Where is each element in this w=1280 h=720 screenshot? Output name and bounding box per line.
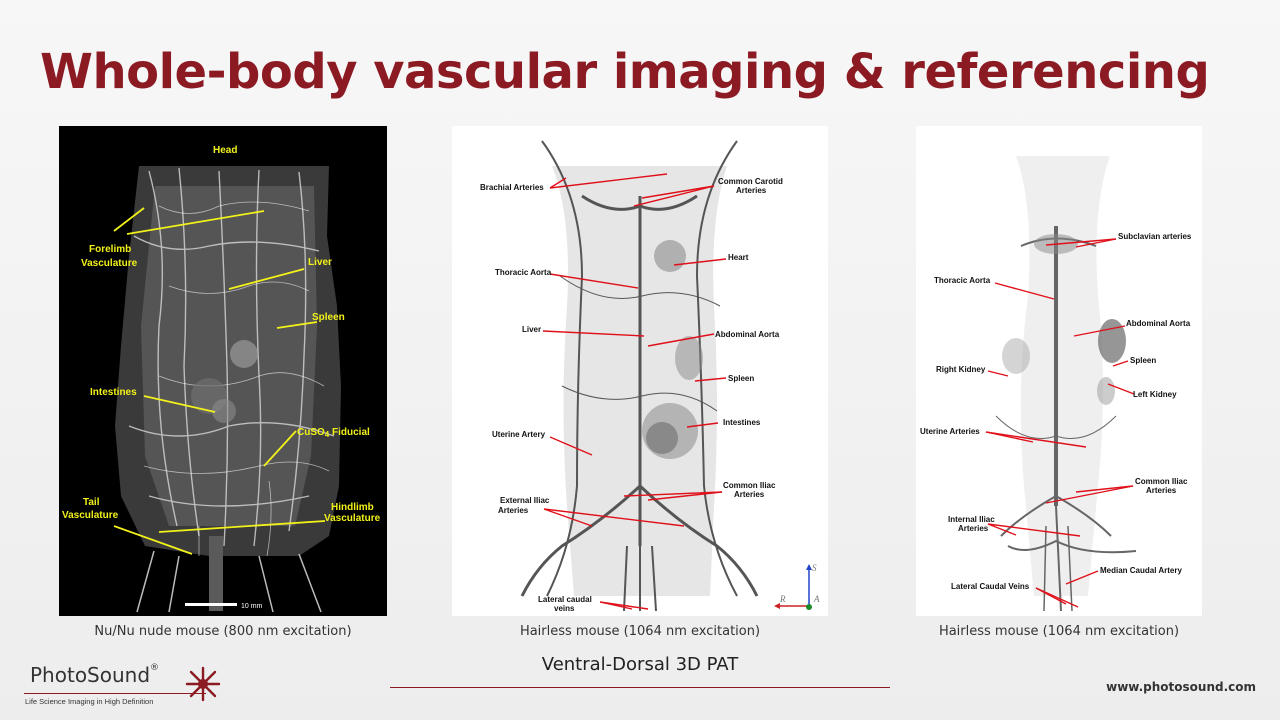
hairless-mouse-image-panel-2 [916,126,1202,616]
label-uterine-arteries: Uterine Arteries [920,427,980,436]
label-abdominal-aorta: Abdominal Aorta [1126,319,1191,328]
label-tail-vasculature: Vasculature [62,510,119,521]
label-internal-iliac-arteries: Arteries [958,524,989,533]
label-left-kidney: Left Kidney [1133,390,1177,399]
label-forelimb: Forelimb [89,244,132,255]
mouse-vasculature-rendering [115,166,341,612]
label-heart: Heart [728,253,749,262]
logo-wordmark: PhotoSound® [30,663,160,687]
label-right-kidney: Right Kidney [936,365,986,374]
axis-label-r: R [780,594,786,604]
label-brachial-arteries: Brachial Arteries [480,183,544,192]
label-internal-iliac: Internal Iliac [948,515,995,524]
subtitle-divider [390,687,890,688]
caption-hairless-mouse-2: Hairless mouse (1064 nm excitation) [938,624,1180,639]
label-intestines: Intestines [723,418,761,427]
label-lateral-caudal: Lateral caudal [538,595,592,604]
label-spleen: Spleen [728,374,755,383]
label-abdominal-aorta: Abdominal Aorta [715,330,780,339]
label-common-iliac-arteries: Arteries [1146,486,1177,495]
label-liver: Liver [522,325,542,334]
caption-nude-mouse: Nu/Nu nude mouse (800 nm excitation) [94,624,352,639]
label-head: Head [213,145,238,156]
axis-label-s: S [812,563,817,573]
label-median-caudal-artery: Median Caudal Artery [1100,566,1182,575]
orientation-axes [774,563,820,610]
label-common-iliac: Common Iliac [1135,477,1188,486]
label-thoracic-aorta: Thoracic Aorta [934,276,991,285]
slide-title: Whole-body vascular imaging & referencing [40,44,1210,100]
label-common-iliac-arteries: Arteries [734,490,765,499]
label-spleen: Spleen [1130,356,1157,365]
label-common-iliac: Common Iliac [723,481,776,490]
label-forelimb-vasculature: Vasculature [81,258,138,269]
mouse-vasculature-rendering [996,156,1136,611]
axis-label-a: A [814,594,820,604]
label-cuso4-fiducial: CuSO$_4$ Fiducial [297,427,370,439]
label-common-carotid: Common Carotid [718,177,783,186]
label-lateral-caudal-veins: veins [554,604,575,613]
label-intestines: Intestines [90,387,137,398]
starburst-icon [185,666,221,702]
label-uterine-artery: Uterine Artery [492,430,546,439]
label-external-iliac-arteries: Arteries [498,506,529,515]
scale-bar [185,603,237,606]
label-external-iliac: External Iliac [500,496,550,505]
label-common-carotid-arteries: Arteries [736,186,767,195]
nude-mouse-image-panel [59,126,387,616]
label-subclavian-arteries: Subclavian arteries [1118,232,1192,241]
scale-bar-label: 10 mm [241,603,263,610]
logo-tagline: Life Science Imaging in High Definition [25,697,154,706]
label-liver: Liver [308,257,332,268]
label-lateral-caudal-veins: Lateral Caudal Veins [951,582,1030,591]
subtitle-ventral-dorsal: Ventral-Dorsal 3D PAT [541,654,739,675]
website-url: www.photosound.com [1106,680,1256,694]
label-thoracic-aorta: Thoracic Aorta [495,268,552,277]
photosound-logo [22,660,232,714]
label-spleen: Spleen [312,312,345,323]
hairless-mouse-image-panel-1 [452,126,828,616]
caption-hairless-mouse-1: Hairless mouse (1064 nm excitation) [519,624,761,639]
label-hindlimb-vasculature: Vasculature [324,513,381,524]
label-hindlimb: Hindlimb [331,502,374,513]
mouse-vasculature-rendering [522,141,757,611]
logo-underline [24,693,206,694]
label-tail: Tail [83,497,100,508]
